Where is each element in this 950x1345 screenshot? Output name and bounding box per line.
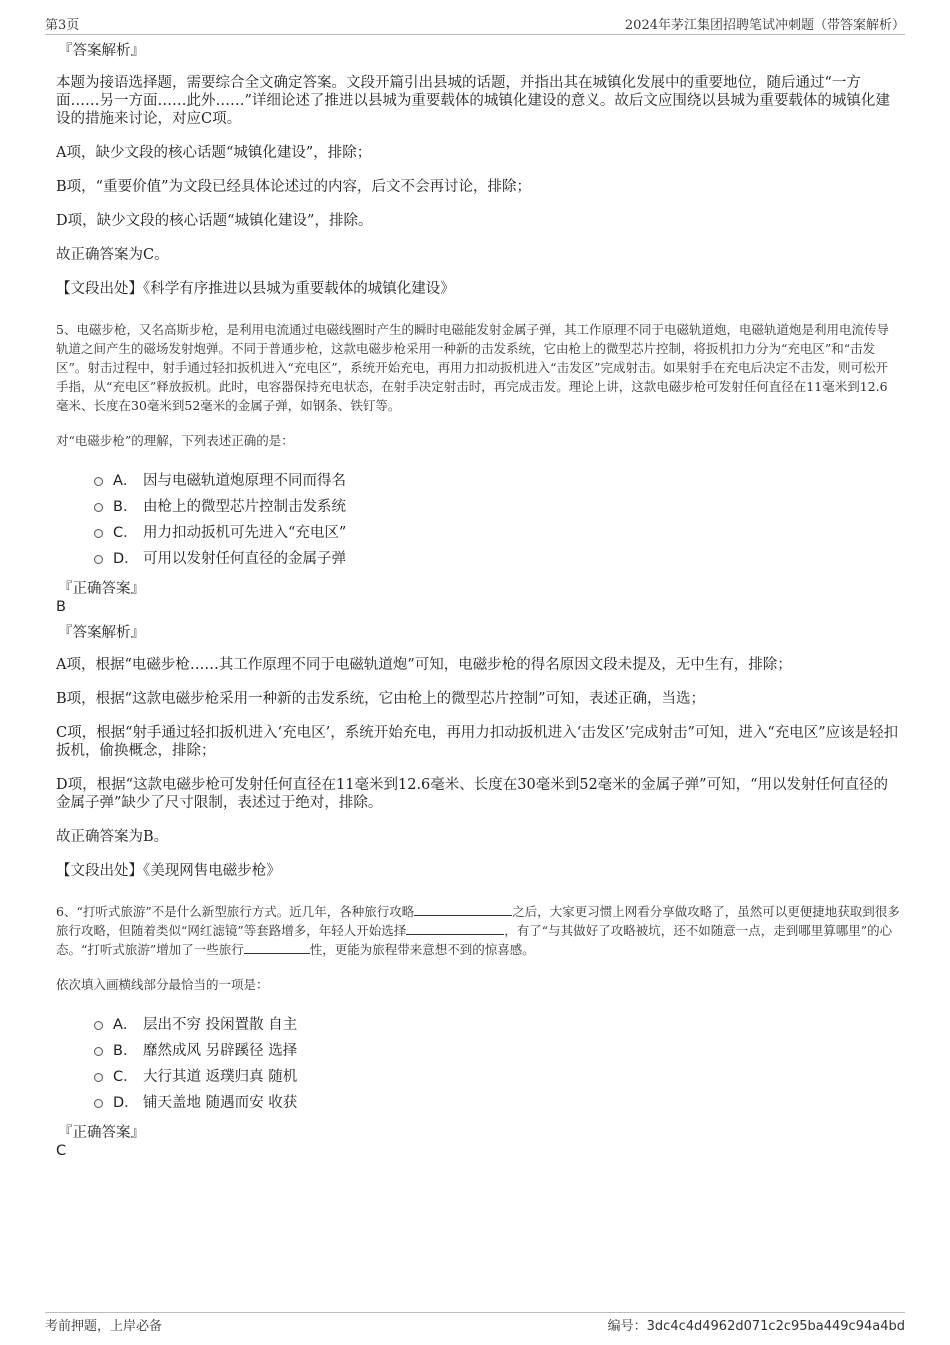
option-letter: B． xyxy=(113,1043,138,1059)
passage-source: 【文段出处】《科学有序推进以县城为重要载体的城镇化建设》 xyxy=(56,281,455,297)
analysis-conclusion: 故正确答案为C。 xyxy=(56,247,169,263)
option-text: 由枪上的微型芯片控制击发系统 xyxy=(143,499,346,515)
option-text: 靡然成风 另辟蹊径 选择 xyxy=(143,1043,298,1059)
analysis-option-c: C项，根据“射手通过轻扣扳机进入‘充电区’，系统开始充电，再用力扣动扳机进入‘击发区’完成射击”可知，进入“充电区”应该是轻扣扳机，偷换概念，排除； xyxy=(56,725,899,759)
option-text: 铺天盖地 随遇而安 收获 xyxy=(143,1095,298,1111)
option-letter: D． xyxy=(113,551,139,567)
option-letter: B． xyxy=(113,499,138,515)
page-footer xyxy=(45,1312,905,1335)
correct-answer: B xyxy=(56,599,66,615)
option-text: 用力扣动扳机可先进入“充电区” xyxy=(143,525,347,541)
option-text: 可用以发射任何直径的金属子弹 xyxy=(143,551,346,567)
fill-blank-1 xyxy=(414,903,512,916)
question-5-prompt: 对“电磁步枪”的理解，下列表述正确的是： xyxy=(56,433,294,448)
option-a[interactable] xyxy=(94,1012,900,1038)
radio-icon[interactable] xyxy=(94,503,103,512)
option-d[interactable] xyxy=(94,546,900,572)
document-title: 2024年茅江集团招聘笔试冲刺题（带答案解析） xyxy=(624,18,905,33)
document-code xyxy=(608,1315,905,1334)
radio-icon[interactable] xyxy=(94,1099,103,1108)
option-letter: C． xyxy=(113,1069,138,1085)
passage-source: 【文段出处】《美现网售电磁步枪》 xyxy=(56,863,281,879)
radio-icon[interactable] xyxy=(94,477,103,486)
fill-blank-2 xyxy=(406,922,504,935)
question-6-prompt: 依次填入画横线部分最恰当的一项是： xyxy=(56,977,269,992)
analysis-option-d: D项，缺少文段的核心话题“城镇化建设”，排除。 xyxy=(56,213,373,229)
analysis-option-b: B项，“重要价值”为文段已经具体论述过的内容，后文不会再讨论，排除； xyxy=(56,179,531,195)
option-b[interactable] xyxy=(94,1038,900,1064)
analysis-paragraph: 本题为接语选择题，需要综合全文确定答案。文段开篇引出县城的话题，并指出其在城镇化发展中的重要地位，随后通过“一方面……另一方面……此外……”详细论述了推进以县城为重要载体的城镇化建设的意义。故后文应围绕以县城为重要载体的城镇化建设的措施来讨论，对应C项。 xyxy=(56,75,890,127)
correct-answer-label: 『正确答案』 xyxy=(58,581,145,597)
code-value: 3dc4c4d4962d071c2c95ba449c94a4bd xyxy=(646,1319,905,1334)
question-5-options xyxy=(94,468,900,572)
analysis-option-a: A项，缺少文段的核心话题“城镇化建设”，排除； xyxy=(56,145,372,161)
analysis-option-b: B项，根据“这款电磁步枪采用一种新的击发系统，它由枪上的微型芯片控制”可知，表述正确，当选； xyxy=(56,691,705,707)
option-a[interactable] xyxy=(94,468,900,494)
option-d[interactable] xyxy=(94,1090,900,1116)
footer-slogan: 考前押题，上岸必备 xyxy=(45,1319,163,1334)
option-letter: C． xyxy=(113,525,138,541)
option-text: 层出不穷 投闲置散 自主 xyxy=(143,1017,298,1033)
fill-blank-3 xyxy=(244,941,310,954)
option-letter: A． xyxy=(113,473,138,489)
question-5-stem: 5、电磁步枪，又名高斯步枪，是利用电流通过电磁线圈时产生的瞬时电磁能发射金属子弹，其工作原理不同于电磁轨道炮，电磁轨道炮是利用电流传导轨道之间产生的磁场发射炮弹。不同于普通步枪，这款电磁步枪采用一种新的击发系统，它由枪上的微型芯片控制，将扳机扣力分为“充电区”和“击发区”。射击过程中，射手通过轻扣扳机进入“充电区”，系统开始充电，再用力扣动扳机进入“击发区”完成射击。如果射手在充电后决定不击发，则可松开手指，从“充电区”释放扳机。此时，电容器保持充电状态，在射手决定射击时，再完成击发。理论上讲，这款电磁步枪可发射任何直径在11毫米到12.6毫米、长度在30毫米到52毫米的金属子弹，如钢条、铁钉等。 xyxy=(56,322,889,413)
radio-icon[interactable] xyxy=(94,529,103,538)
page-content xyxy=(56,42,900,1168)
analysis-label: 『答案解析』 xyxy=(58,43,145,59)
page-header xyxy=(45,12,905,35)
option-c[interactable] xyxy=(94,1064,900,1090)
analysis-label: 『答案解析』 xyxy=(58,625,145,641)
correct-answer: C xyxy=(56,1143,67,1159)
option-text: 因与电磁轨道炮原理不同而得名 xyxy=(143,473,346,489)
radio-icon[interactable] xyxy=(94,1073,103,1082)
question-6-stem: 6、“打听式旅游”不是什么新型旅行方式。近几年，各种旅行攻略 之后，大家更习惯上网看分享做攻略了，虽然可以更便捷地获取到很多旅行攻略，但随着类似“网红滤镜”等套路增多，年轻人开始选择 ，有了“与其做好了攻略被坑，还不如随意一点，走到哪里算哪里”的心态。“打听式旅游”增加了一些旅行 性，更能为旅程带来意想不到的惊喜感。 xyxy=(56,904,900,957)
option-letter: A． xyxy=(113,1017,138,1033)
analysis-conclusion: 故正确答案为B。 xyxy=(56,829,169,845)
question-6-options xyxy=(94,1012,900,1116)
analysis-option-a: A项，根据“电磁步枪……其工作原理不同于电磁轨道炮”可知，电磁步枪的得名原因文段未提及，无中生有，排除； xyxy=(56,657,792,673)
analysis-option-d: D项，根据“这款电磁步枪可发射任何直径在11毫米到12.6毫米、长度在30毫米到52毫米的金属子弹”可知，“用以发射任何直径的金属子弹”缺少了尺寸限制，表述过于绝对，排除。 xyxy=(56,777,888,811)
code-label: 编号： xyxy=(607,1319,647,1334)
page-number: 第3页 xyxy=(45,18,80,33)
option-text: 大行其道 返璞归真 随机 xyxy=(143,1069,298,1085)
option-b[interactable] xyxy=(94,494,900,520)
radio-icon[interactable] xyxy=(94,555,103,564)
radio-icon[interactable] xyxy=(94,1021,103,1030)
option-c[interactable] xyxy=(94,520,900,546)
option-letter: D． xyxy=(113,1095,139,1111)
radio-icon[interactable] xyxy=(94,1047,103,1056)
correct-answer-label: 『正确答案』 xyxy=(58,1125,145,1141)
